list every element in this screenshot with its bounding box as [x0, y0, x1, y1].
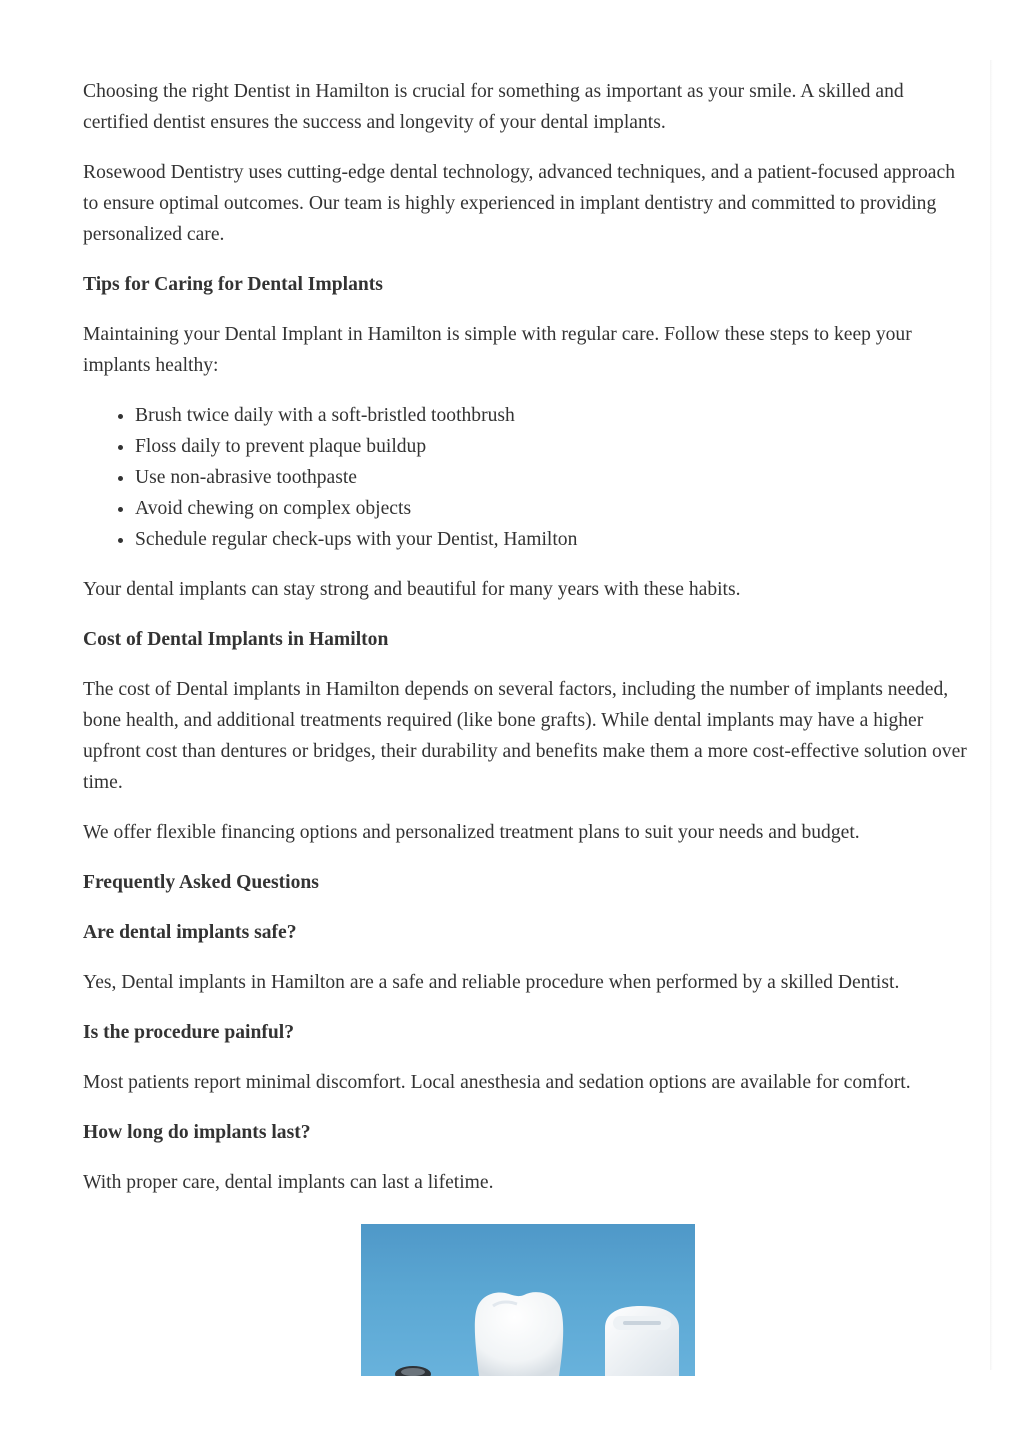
page-edge-shadow	[990, 60, 993, 1370]
care-intro-paragraph: Maintaining your Dental Implant in Hamilton is simple with regular care. Follow these steps to keep your implants healthy:	[83, 324, 912, 376]
list-item: • Schedule regular check-ups with your Dentist, Hamilton	[135, 524, 973, 555]
faq-question-1: Are dental implants safe?	[83, 922, 297, 943]
faq-answer-1: Yes, Dental implants in Hamilton are a safe and reliable procedure when performed by a skilled Dentist.	[83, 972, 900, 993]
faq-answer-2: Most patients report minimal discomfort. Local anesthesia and sedation options are available for comfort.	[83, 1072, 911, 1093]
list-item: • Floss daily to prevent plaque buildup	[135, 431, 973, 462]
list-item: • Use non-abrasive toothpaste	[135, 462, 973, 493]
care-heading: Tips for Caring for Dental Implants	[83, 274, 383, 295]
cost-heading: Cost of Dental Implants in Hamilton	[83, 629, 389, 650]
faq-question-2: Is the procedure painful?	[83, 1022, 295, 1043]
care-outro-paragraph: Your dental implants can stay strong and beautiful for many years with these habits.	[83, 579, 741, 600]
list-item: • Avoid chewing on complex objects	[135, 493, 973, 524]
article-body	[83, 76, 973, 1217]
faq-heading: Frequently Asked Questions	[83, 872, 319, 893]
photo-illustration	[361, 1224, 695, 1376]
implant-part-icon	[395, 1366, 431, 1376]
cost-paragraph: The cost of Dental implants in Hamilton depends on several factors, including the number of implants needed, bone health, and additional treatments required (like bone grafts). While dental implants may have a higher upfront cost than dentures or bridges, their durability and benefits make them a more cost-effective solution over time.	[83, 679, 967, 793]
care-tips-list	[83, 400, 973, 555]
faq-answer-3: With proper care, dental implants can last a lifetime.	[83, 1172, 494, 1193]
financing-paragraph: We offer flexible financing options and personalized treatment plans to suit your needs and budget.	[83, 822, 860, 843]
floss-container-icon	[605, 1306, 679, 1376]
list-item: • Brush twice daily with a soft-bristled toothbrush	[135, 400, 973, 431]
faq-question-3: How long do implants last?	[83, 1122, 311, 1143]
tooth-and-floss-photo	[361, 1224, 695, 1376]
intro-paragraph-1: Choosing the right Dentist in Hamilton is crucial for something as important as your smile. A skilled and certified dentist ensures the success and longevity of your dental implants.	[83, 81, 904, 133]
intro-paragraph-2: Rosewood Dentistry uses cutting-edge dental technology, advanced techniques, and a patient-focused approach to ensure optimal outcomes. Our team is highly experienced in implant dentistry and committed to providing personalized care.	[83, 162, 955, 245]
tooth-icon	[475, 1292, 563, 1376]
